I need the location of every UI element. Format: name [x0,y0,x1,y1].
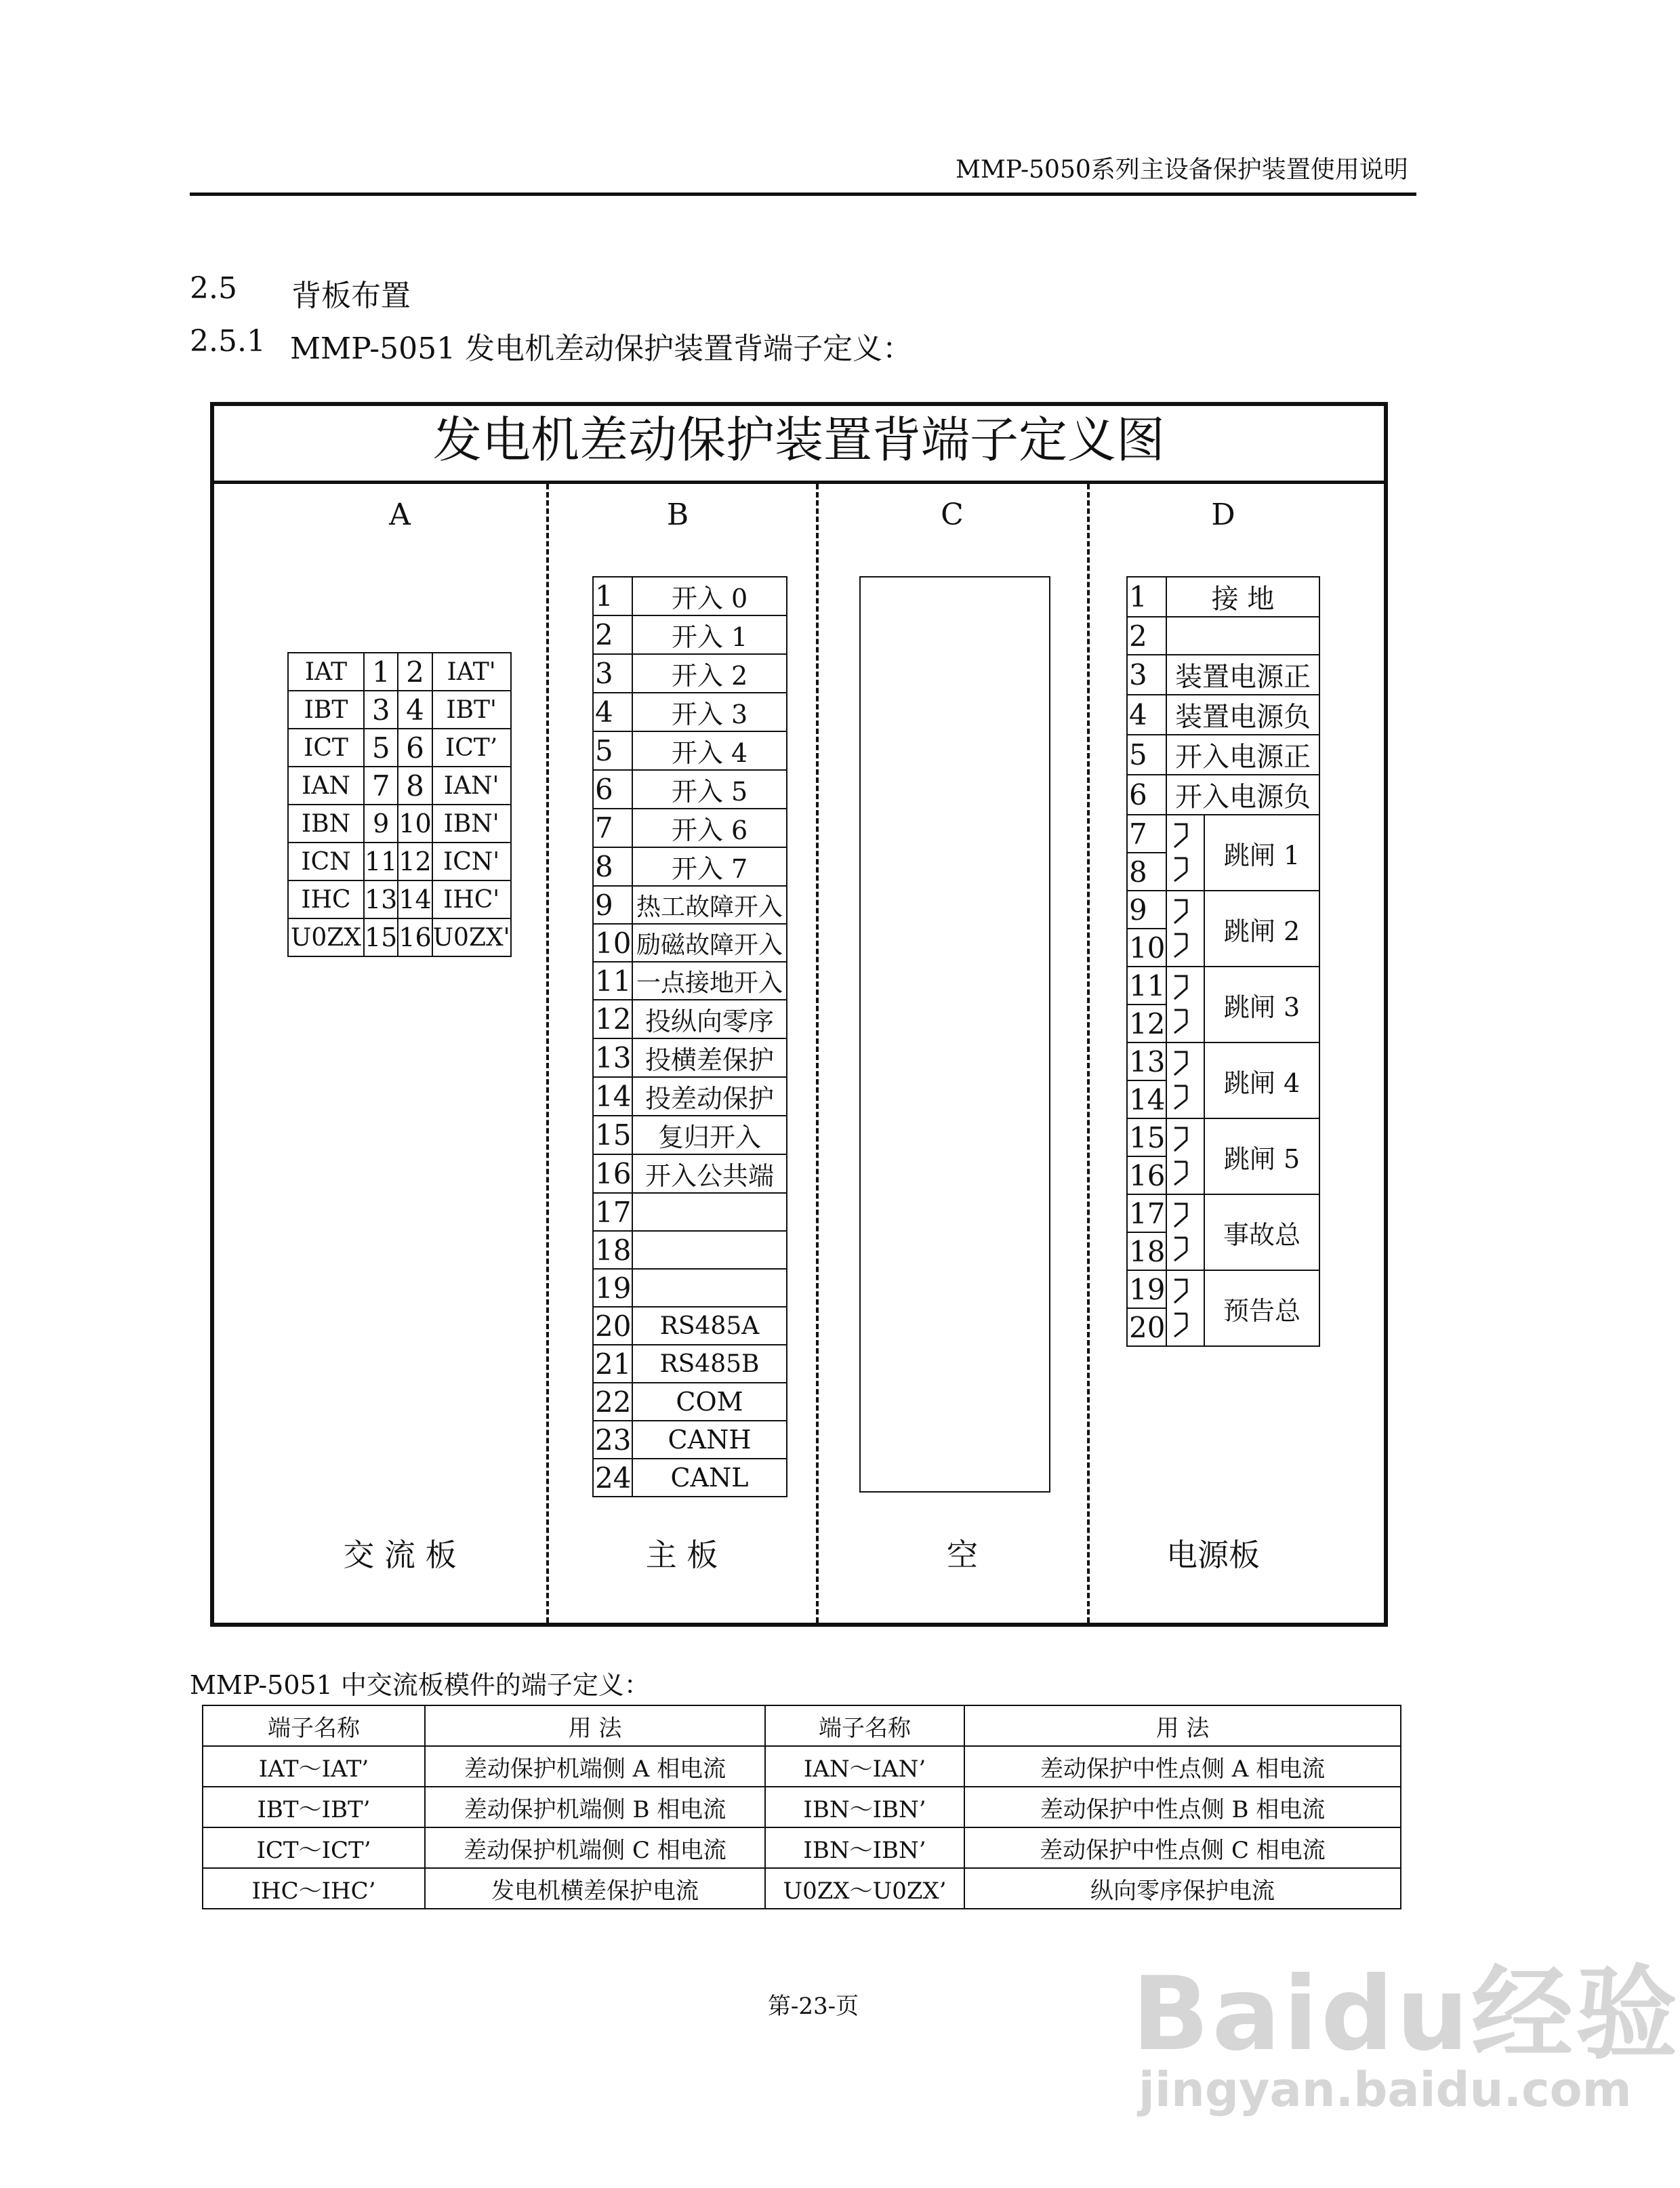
table-cell: 发电机横差保护电流 [425,1868,765,1909]
terminal-number: 1 [593,577,632,615]
terminal-number: 7 [1127,815,1166,853]
table-cell: IBT～IBT’ [203,1787,425,1827]
terminal-function [632,1269,787,1307]
column-label-d: D [1211,498,1235,532]
section-title: 背板布置 [291,279,411,313]
table-cell: U0ZX～U0ZX’ [765,1868,964,1909]
divider-cd [1087,484,1090,1623]
relay-contact-icon [1166,1270,1204,1346]
terminal-number: 11 [1127,967,1166,1005]
terminal-number: 3 [593,654,632,693]
column-label-b: B [666,498,689,532]
panel-b-row [593,1269,787,1307]
panel-b-row [593,731,787,770]
panel-b-row [593,1383,787,1421]
def-header-row [203,1705,1401,1746]
terminal-function: CANH [632,1421,787,1459]
terminal-name: ICN' [432,843,511,880]
terminal-number: 8 [593,847,632,886]
terminal-number: 22 [593,1383,632,1421]
table-cell: 差动保护中性点侧 B 相电流 [964,1787,1401,1827]
panel-d-row [1127,735,1319,775]
divider-ab [546,484,549,1623]
terminal-name: ICT [288,729,364,767]
terminal-name: IAT' [432,653,511,691]
panel-b-row [593,1000,787,1038]
terminal-number: 16 [1127,1156,1166,1194]
terminal-function: 装置电源负 [1166,695,1319,735]
table-row [203,1746,1401,1787]
panel-a-row [288,805,511,843]
def-header-cell: 用 法 [425,1705,765,1746]
terminal-function [1166,617,1319,655]
terminal-name: IBT [288,691,364,729]
terminal-number: 14 [1127,1080,1166,1118]
terminal-function: 励磁故障开入 [632,924,787,962]
relay-function: 跳闸 4 [1204,1042,1319,1118]
panel-b-row [593,1154,787,1193]
section-number: 2.5 [190,271,237,306]
relay-function: 跳闸 3 [1204,967,1319,1042]
relay-contact-icon [1166,1118,1204,1194]
table-row [203,1868,1401,1909]
panel-b-row [593,924,787,962]
panel-b-row [593,1038,787,1077]
relay-function: 跳闸 5 [1204,1118,1319,1194]
panel-b-row [593,1193,787,1231]
terminal-number: 15 [593,1116,632,1154]
relay-function: 事故总 [1204,1194,1319,1270]
table-cell: IHC～IHC’ [203,1868,425,1909]
terminal-number: 8 [398,767,432,805]
panel-d-relay-row [1127,967,1319,1005]
terminal-number: 17 [1127,1194,1166,1232]
terminal-number: 11 [364,843,398,880]
relay-contact-icon [1166,1194,1204,1270]
subsection-title: MMP-5051 发电机差动保护装置背端子定义： [290,331,913,366]
panel-d-row [1127,775,1319,815]
table-row [203,1787,1401,1827]
terminal-number: 8 [1127,853,1166,891]
terminal-name: IHC [288,880,364,918]
terminal-number: 10 [1127,929,1166,967]
terminal-number: 3 [1127,655,1166,695]
terminal-function: CANL [632,1459,787,1497]
panel-b-row [593,1307,787,1345]
terminal-name: IAT [288,653,364,691]
terminal-name: ICN [288,843,364,880]
terminal-number: 17 [593,1193,632,1231]
table-cell: IAT～IAT’ [203,1746,425,1787]
terminal-function: 开入 0 [632,577,787,615]
column-label-a: A [389,498,411,532]
terminal-number: 4 [398,691,432,729]
terminal-name: ICT’ [432,729,511,767]
terminal-number: 24 [593,1459,632,1497]
panel-d-relay-row [1127,1118,1319,1156]
terminal-function: COM [632,1383,787,1421]
panel-b-row [593,809,787,847]
table-cell: 差动保护中性点侧 A 相电流 [964,1746,1401,1787]
terminal-number: 3 [364,691,398,729]
terminal-number: 15 [1127,1118,1166,1156]
panel-d-relay-row [1127,815,1319,853]
terminal-number: 13 [364,880,398,918]
panel-c-empty-slot [859,576,1050,1493]
panel-b-row [593,1421,787,1459]
watermark-logo: Baidu经验 [1132,1956,1680,2073]
terminal-function: 装置电源正 [1166,655,1319,695]
relay-function: 跳闸 2 [1204,891,1319,967]
terminal-number: 2 [398,653,432,691]
terminal-number: 12 [398,843,432,880]
terminal-number: 10 [398,805,432,843]
terminal-number: 4 [593,693,632,731]
terminal-number: 16 [593,1154,632,1193]
running-header: MMP-5050系列主设备保护装置使用说明 [956,156,1408,184]
relay-contact-icon [1166,967,1204,1042]
terminal-function: 开入 2 [632,654,787,693]
terminal-number: 9 [364,805,398,843]
terminal-number: 20 [593,1307,632,1345]
panel-d-relay-row [1127,1194,1319,1232]
terminal-name: IHC' [432,880,511,918]
terminal-number: 6 [1127,775,1166,815]
panel-b-row [593,577,787,615]
table-cell: IBN～IBN’ [765,1827,964,1868]
terminal-number: 10 [593,924,632,962]
terminal-number: 2 [593,615,632,654]
terminal-number: 6 [593,770,632,809]
terminal-function: RS485A [632,1307,787,1345]
def-header-cell: 端子名称 [765,1705,964,1746]
panel-b-row [593,847,787,886]
terminal-name: U0ZX [288,918,364,956]
panel-a-row [288,918,511,956]
relay-contact-icon [1166,891,1204,967]
panel-d-relay-row [1127,1270,1319,1308]
terminal-function: 接 地 [1166,577,1319,617]
table-cell: 差动保护机端侧 B 相电流 [425,1787,765,1827]
terminal-function: 投纵向零序 [632,1000,787,1038]
terminal-number: 7 [364,767,398,805]
panel-a-row [288,767,511,805]
page-number: 第-23-页 [767,1993,859,2020]
terminal-number: 5 [1127,735,1166,775]
panel-b-row [593,693,787,731]
terminal-number: 13 [1127,1042,1166,1080]
terminal-function: 开入 5 [632,770,787,809]
relay-contact-icon [1166,1042,1204,1118]
terminal-function: 投横差保护 [632,1038,787,1077]
terminal-number: 18 [1127,1232,1166,1270]
panel-b-row [593,654,787,693]
diagram-title-rule [210,481,1388,484]
panel-b-row [593,1345,787,1383]
panel-b-row [593,962,787,1000]
panel-a-terminal-table [287,652,512,957]
panel-b-terminal-table [592,576,787,1497]
terminal-number: 14 [398,880,432,918]
terminal-function: 开入 4 [632,731,787,770]
panel-b-row [593,886,787,924]
board-label-empty: 空 [947,1537,978,1573]
table-cell: IAN～IAN’ [765,1746,964,1787]
terminal-name: IBN [288,805,364,843]
panel-a-row [288,729,511,767]
relay-function: 跳闸 1 [1204,815,1319,891]
terminal-number: 2 [1127,617,1166,655]
panel-b-row [593,1077,787,1116]
panel-d-terminal-table [1126,576,1320,1347]
panel-d-row [1127,695,1319,735]
panel-d-row [1127,577,1319,617]
terminal-function: 一点接地开入 [632,962,787,1000]
terminal-number: 23 [593,1421,632,1459]
def-header-cell: 用 法 [964,1705,1401,1746]
table-row [203,1827,1401,1868]
terminal-name: IBT' [432,691,511,729]
panel-d-row [1127,655,1319,695]
panel-b-row [593,615,787,654]
terminal-number: 14 [593,1077,632,1116]
board-label-main: 主 板 [645,1537,718,1573]
table-cell: 差动保护机端侧 C 相电流 [425,1827,765,1868]
table-caption: MMP-5051 中交流板模件的端子定义： [190,1670,650,1700]
table-cell: IBN～IBN’ [765,1787,964,1827]
terminal-number: 12 [1127,1005,1166,1042]
terminal-function: 开入 1 [632,615,787,654]
terminal-number: 21 [593,1345,632,1383]
column-label-c: C [941,498,964,532]
board-label-power: 电源板 [1166,1537,1260,1573]
terminal-number: 20 [1127,1308,1166,1346]
terminal-name: U0ZX' [432,918,511,956]
panel-b-row [593,1231,787,1269]
relay-function: 预告总 [1204,1270,1319,1346]
terminal-function: 开入公共端 [632,1154,787,1193]
terminal-number: 1 [364,653,398,691]
terminal-number: 18 [593,1231,632,1269]
panel-a-row [288,880,511,918]
terminal-number: 12 [593,1000,632,1038]
terminal-number: 9 [1127,891,1166,929]
terminal-function: 开入 3 [632,693,787,731]
panel-a-row [288,653,511,691]
panel-b-row [593,1459,787,1497]
diagram-title: 发电机差动保护装置背端子定义图 [432,411,1165,468]
terminal-function: 开入电源负 [1166,775,1319,815]
terminal-number: 19 [593,1269,632,1307]
board-label-ac: 交 流 板 [343,1537,457,1573]
panel-b-row [593,770,787,809]
terminal-function: 开入 6 [632,809,787,847]
terminal-function: 开入电源正 [1166,735,1319,775]
terminal-function: 投差动保护 [632,1077,787,1116]
terminal-function: RS485B [632,1345,787,1383]
header-rule [190,193,1416,196]
divider-bc [816,484,819,1623]
table-cell: 差动保护机端侧 A 相电流 [425,1746,765,1787]
table-cell: 纵向零序保护电流 [964,1868,1401,1909]
table-cell: ICT～ICT’ [203,1827,425,1868]
terminal-number: 11 [593,962,632,1000]
panel-a-row [288,691,511,729]
terminal-definition-table [202,1705,1401,1909]
terminal-number: 16 [398,918,432,956]
terminal-name: IBN' [432,805,511,843]
terminal-function: 复归开入 [632,1116,787,1154]
terminal-number: 15 [364,918,398,956]
terminal-function [632,1231,787,1269]
terminal-number: 19 [1127,1270,1166,1308]
terminal-function [632,1193,787,1231]
terminal-name: IAN' [432,767,511,805]
terminal-number: 5 [593,731,632,770]
terminal-number: 5 [364,729,398,767]
terminal-number: 9 [593,886,632,924]
terminal-number: 4 [1127,695,1166,735]
terminal-number: 6 [398,729,432,767]
terminal-number: 7 [593,809,632,847]
relay-contact-icon [1166,815,1204,891]
table-cell: 差动保护中性点侧 C 相电流 [964,1827,1401,1868]
def-header-cell: 端子名称 [203,1705,425,1746]
panel-b-row [593,1116,787,1154]
terminal-function: 热工故障开入 [632,886,787,924]
panel-a-row [288,843,511,880]
terminal-number: 13 [593,1038,632,1077]
terminal-number: 1 [1127,577,1166,617]
terminal-name: IAN [288,767,364,805]
watermark-url: jingyan.baidu.com [1139,2062,1632,2118]
terminal-function: 开入 7 [632,847,787,886]
panel-d-relay-row [1127,1042,1319,1080]
panel-d-relay-row [1127,891,1319,929]
subsection-number: 2.5.1 [190,324,266,359]
panel-d-row [1127,617,1319,655]
